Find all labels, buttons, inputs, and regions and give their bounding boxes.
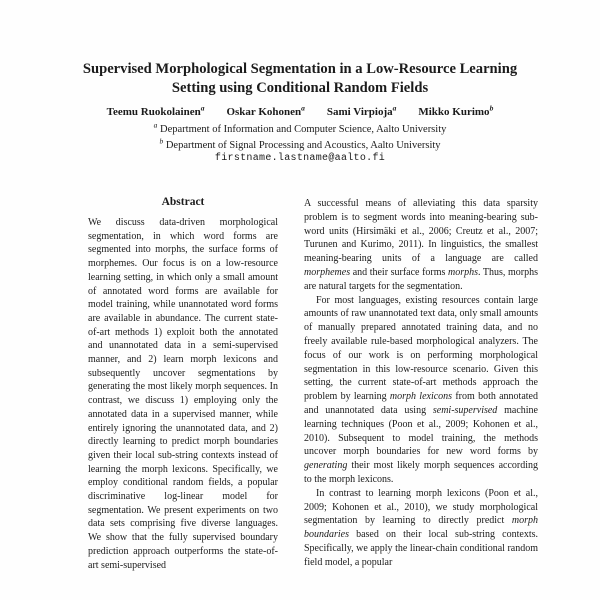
intro-paragraph: For most languages, existing resources contain large amounts of raw unannotated text data, only small amounts of manually prepared annotated training data, and no freely available rule-based morphological analyzers. The focus of our work is on performing morphological segmentation in this low-resource scenario. Given this setting, the current state-of-art methods approach the problem by learning morph lexicons from both annotated and unannotated data using semi-supervised machine learning techniques (Poon et al., 2009; Kohonen et al., 2010). Subsequent to model training, the methods uncover morph boundaries for new word forms by generating their most likely morph sequences according to the morph lexicons. [304, 294, 538, 485]
affiliation-mark: a [301, 103, 305, 113]
authors-line [0, 103, 600, 118]
email-address: firstname.lastname@aalto.fi [214, 153, 386, 164]
author-name: Teemu Ruokolainen$^a$ [106, 103, 205, 118]
abstract-section [88, 196, 278, 572]
intro-paragraph: In contrast to learning morph lexicons (Poon et al., 2009; Kohonen et al., 2010), we study morphological segmentation by learning to directly predict morph boundaries based on their local sub-string contexts. Specifically, we apply the linear-chain conditional random field model, a popular [304, 487, 538, 568]
affiliation-mark: a [392, 103, 397, 113]
paper-title: Supervised Morphological Segmentation in a Low-Resource Learning Setting using Conditional Random Fields [82, 61, 518, 97]
affiliation-line: $^a$ Department of Information and Computer Science, Aalto University [153, 120, 447, 135]
affiliation-mark: b [489, 103, 494, 113]
introduction-column [304, 197, 538, 570]
affiliation-line: $^b$ Department of Signal Processing and Acoustics, Aalto University [159, 136, 441, 151]
affiliation-mark: a [153, 120, 158, 130]
abstract-heading: Abstract [161, 196, 205, 208]
affiliations-block [0, 122, 600, 153]
affiliation-mark: a [200, 103, 205, 113]
affiliation-mark: b [159, 136, 164, 145]
abstract-body: We discuss data-driven morphological segmentation, in which word forms are segmented into morphs, the surface forms of morphemes. Our focus is on a low-resource learning setting, in which only a small amount of annotated word forms are available for model training, while unannotated word forms are available in abundance. The current state-of-art methods 1) exploit both the annotated and unannotated data in a semi-supervised manner, and 2) learn morph lexicons and subsequently uncover segmentations by generating the most likely morph sequences. In contrast, we discuss 1) employing only the annotated data in a supervised manner, while entirely ignoring the unannotated data, and 2) directly learning to predict morph boundaries given their local sub-string contexts instead of learning the morph lexicons. Specifically, we employ conditional random fields, a popular discriminative log-linear model for segmentation. We present experiments on two data sets comprising five diverse languages. We show that the fully supervised boundary prediction approach outperforms the state-of-art semi-supervised [88, 217, 278, 571]
intro-paragraph: A successful means of alleviating this data sparsity problem is to segment words into meaning-bearing sub-word units (Hirsimäki et al., 2006; Creutz et al., 2007; Turunen and Kurimo, 2011). In linguistics, the smallest meaning-bearing units of a language are called morphemes and their surface forms morphs. Thus, morphs are natural targets for the segmentation. [304, 198, 538, 292]
author-name: Oskar Kohonen$^a$ [226, 103, 305, 118]
author-name: Sami Virpioja$^a$ [326, 103, 397, 118]
author-name: Mikko Kurimo$^b$ [418, 103, 494, 118]
